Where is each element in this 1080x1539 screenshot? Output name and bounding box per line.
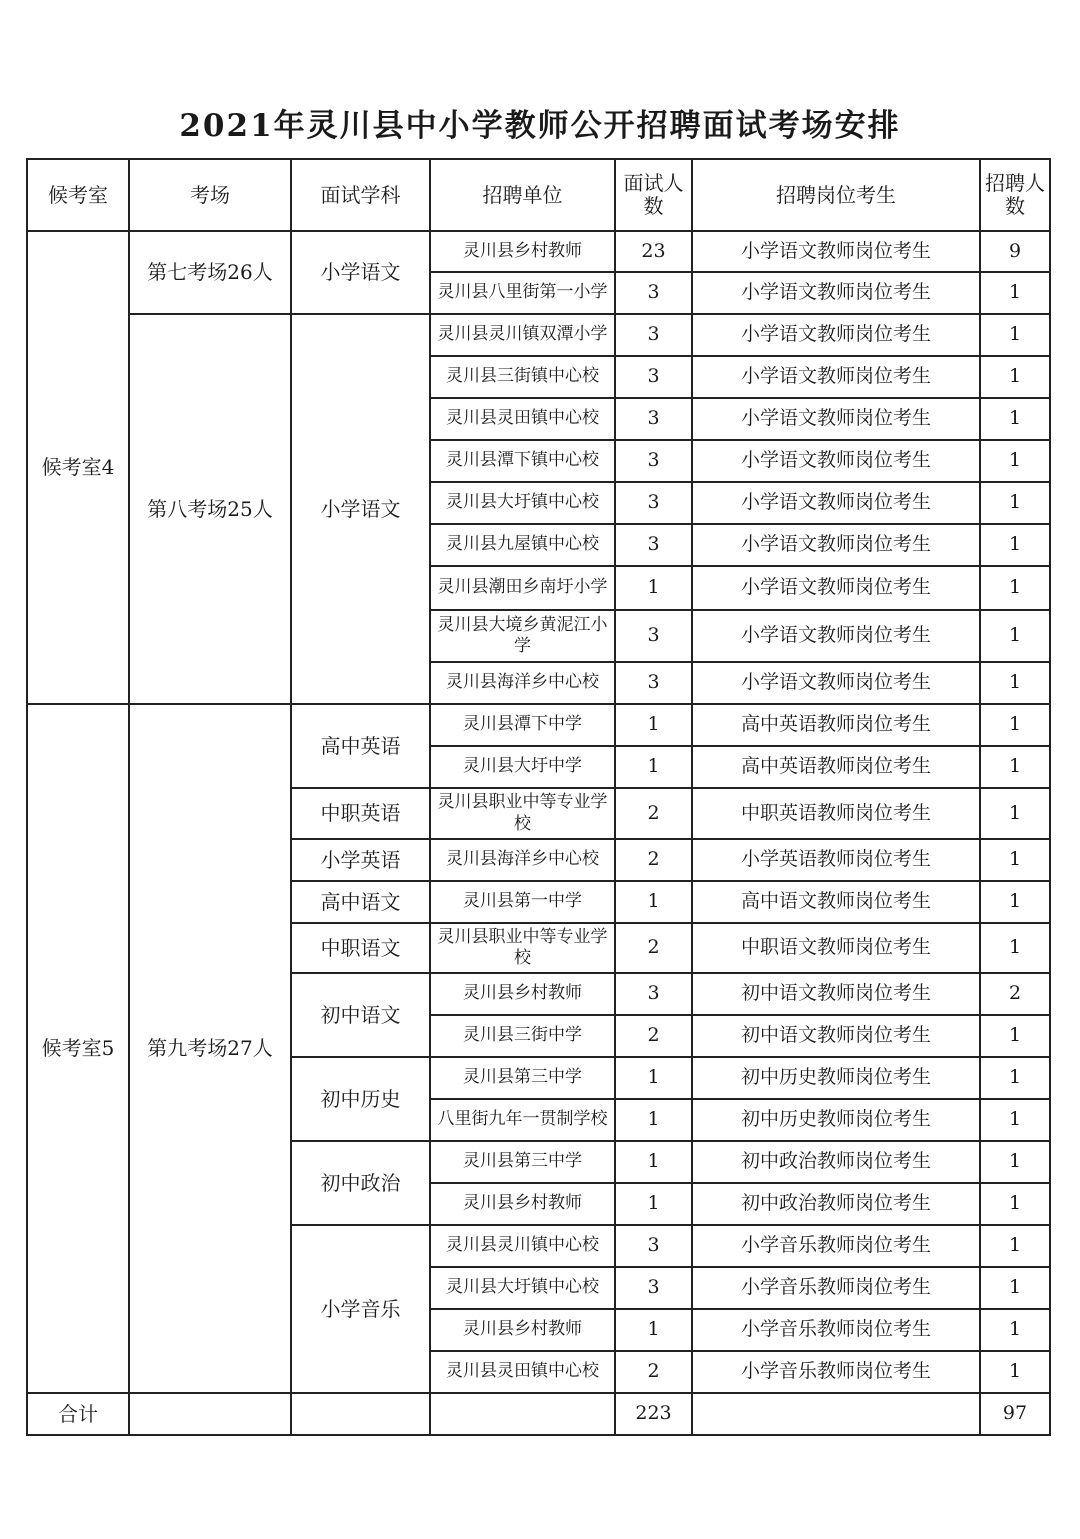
interviewees-cell: 3 [615,356,692,398]
header-row [27,159,1050,231]
schedule-table [26,158,1051,1436]
unit-cell: 灵川县第三中学 [430,1141,615,1183]
total-recruits: 97 [980,1393,1050,1435]
interviewees-cell: 1 [615,746,692,788]
header-waiting-room: 候考室 [27,159,129,231]
unit-cell: 灵川县大圩中学 [430,746,615,788]
post-cell: 高中语文教师岗位考生 [692,881,980,923]
interviewees-cell: 1 [615,1183,692,1225]
unit-cell: 灵川县三街镇中心校 [430,356,615,398]
recruits-cell: 1 [980,272,1050,314]
interviewees-cell: 3 [615,314,692,356]
post-cell: 小学语文教师岗位考生 [692,566,980,610]
waiting-room-cell: 候考室4 [27,231,129,704]
total-label: 合计 [27,1393,129,1435]
post-cell: 小学语文教师岗位考生 [692,524,980,566]
subject-cell: 初中政治 [291,1141,430,1225]
interviewees-cell: 2 [615,1351,692,1393]
unit-cell: 灵川县灵田镇中心校 [430,398,615,440]
post-cell: 小学语文教师岗位考生 [692,231,980,272]
unit-cell: 灵川县乡村教师 [430,1309,615,1351]
post-cell: 小学语文教师岗位考生 [692,662,980,704]
interviewees-cell: 2 [615,839,692,881]
unit-cell: 灵川县第一中学 [430,881,615,923]
unit-cell: 灵川县第三中学 [430,1057,615,1099]
header-unit: 招聘单位 [430,159,615,231]
recruits-cell: 1 [980,1267,1050,1309]
subject-cell: 小学英语 [291,839,430,881]
post-cell: 小学语文教师岗位考生 [692,272,980,314]
post-cell: 小学音乐教师岗位考生 [692,1225,980,1267]
post-cell: 小学语文教师岗位考生 [692,482,980,524]
post-cell: 初中历史教师岗位考生 [692,1099,980,1141]
interviewees-cell: 3 [615,662,692,704]
recruits-cell: 1 [980,314,1050,356]
unit-cell: 灵川县潭下镇中心校 [430,440,615,482]
unit-cell: 灵川县八里街第一小学 [430,272,615,314]
post-cell: 小学语文教师岗位考生 [692,610,980,662]
post-cell: 初中语文教师岗位考生 [692,1015,980,1057]
waiting-room-cell: 候考室5 [27,704,129,1393]
interviewees-cell: 3 [615,973,692,1015]
recruits-cell: 1 [980,1141,1050,1183]
subject-cell: 小学语文 [291,231,430,314]
recruits-cell: 1 [980,1015,1050,1057]
interviewees-cell: 1 [615,1057,692,1099]
unit-cell: 八里街九年一贯制学校 [430,1099,615,1141]
unit-cell: 灵川县大圩镇中心校 [430,1267,615,1309]
interviewees-cell: 1 [615,1309,692,1351]
subject-cell: 小学音乐 [291,1225,430,1393]
unit-cell: 灵川县职业中等专业学校 [430,788,615,839]
interviewees-cell: 2 [615,788,692,839]
recruits-cell: 1 [980,610,1050,662]
recruits-cell: 2 [980,973,1050,1015]
recruits-cell: 1 [980,566,1050,610]
post-cell: 中职英语教师岗位考生 [692,788,980,839]
unit-cell: 灵川县灵川镇中心校 [430,1225,615,1267]
subject-cell: 高中语文 [291,881,430,923]
subject-cell: 初中语文 [291,973,430,1057]
interviewees-cell: 3 [615,272,692,314]
recruits-cell: 1 [980,788,1050,839]
unit-cell: 灵川县乡村教师 [430,231,615,272]
unit-cell: 灵川县乡村教师 [430,1183,615,1225]
recruits-cell: 1 [980,1183,1050,1225]
recruits-cell: 9 [980,231,1050,272]
recruits-cell: 1 [980,662,1050,704]
exam-room-cell: 第八考场25人 [129,314,291,704]
unit-cell: 灵川县灵田镇中心校 [430,1351,615,1393]
unit-cell: 灵川县灵川镇双潭小学 [430,314,615,356]
post-cell: 小学音乐教师岗位考生 [692,1309,980,1351]
recruits-cell: 1 [980,746,1050,788]
subject-cell: 中职英语 [291,788,430,839]
post-cell: 初中政治教师岗位考生 [692,1141,980,1183]
interviewees-cell: 3 [615,1267,692,1309]
interviewees-cell: 3 [615,610,692,662]
post-cell: 小学语文教师岗位考生 [692,398,980,440]
interviewees-cell: 3 [615,1225,692,1267]
header-interviewees: 面试人数 [615,159,692,231]
recruits-cell: 1 [980,1099,1050,1141]
total-interviewees: 223 [615,1393,692,1435]
subject-cell: 高中英语 [291,704,430,788]
recruits-cell: 1 [980,1225,1050,1267]
unit-cell: 灵川县海洋乡中心校 [430,839,615,881]
interviewees-cell: 1 [615,881,692,923]
header-subject: 面试学科 [291,159,430,231]
interviewees-cell: 3 [615,482,692,524]
recruits-cell: 1 [980,1309,1050,1351]
header-post: 招聘岗位考生 [692,159,980,231]
interviewees-cell: 3 [615,524,692,566]
post-cell: 小学语文教师岗位考生 [692,314,980,356]
unit-cell: 灵川县九屋镇中心校 [430,524,615,566]
post-cell: 小学语文教师岗位考生 [692,440,980,482]
interviewees-cell: 1 [615,704,692,746]
recruits-cell: 1 [980,881,1050,923]
empty-cell [430,1393,615,1435]
unit-cell: 灵川县海洋乡中心校 [430,662,615,704]
interviewees-cell: 3 [615,440,692,482]
interviewees-cell: 2 [615,923,692,973]
table-row [27,314,1050,356]
recruits-cell: 1 [980,923,1050,973]
unit-cell: 灵川县潭下中学 [430,704,615,746]
unit-cell: 灵川县乡村教师 [430,973,615,1015]
interviewees-cell: 1 [615,1099,692,1141]
recruits-cell: 1 [980,704,1050,746]
table-row [27,231,1050,272]
interviewees-cell: 2 [615,1015,692,1057]
recruits-cell: 1 [980,398,1050,440]
post-cell: 初中语文教师岗位考生 [692,973,980,1015]
unit-cell: 灵川县三街中学 [430,1015,615,1057]
post-cell: 小学音乐教师岗位考生 [692,1351,980,1393]
exam-room-cell: 第九考场27人 [129,704,291,1393]
post-cell: 小学语文教师岗位考生 [692,356,980,398]
recruits-cell: 1 [980,1351,1050,1393]
post-cell: 小学音乐教师岗位考生 [692,1267,980,1309]
recruits-cell: 1 [980,524,1050,566]
post-cell: 高中英语教师岗位考生 [692,704,980,746]
recruits-cell: 1 [980,482,1050,524]
interviewees-cell: 3 [615,398,692,440]
table-row [27,704,1050,746]
empty-cell [291,1393,430,1435]
recruits-cell: 1 [980,440,1050,482]
exam-room-cell: 第七考场26人 [129,231,291,314]
unit-cell: 灵川县潮田乡南圩小学 [430,566,615,610]
recruits-cell: 1 [980,356,1050,398]
header-exam-room: 考场 [129,159,291,231]
empty-cell [692,1393,980,1435]
post-cell: 初中历史教师岗位考生 [692,1057,980,1099]
total-row [27,1393,1050,1435]
header-recruits: 招聘人数 [980,159,1050,231]
post-cell: 高中英语教师岗位考生 [692,746,980,788]
recruits-cell: 1 [980,839,1050,881]
empty-cell [129,1393,291,1435]
post-cell: 中职语文教师岗位考生 [692,923,980,973]
subject-cell: 小学语文 [291,314,430,704]
subject-cell: 中职语文 [291,923,430,973]
interviewees-cell: 1 [615,1141,692,1183]
interviewees-cell: 23 [615,231,692,272]
unit-cell: 灵川县大境乡黄泥江小学 [430,610,615,662]
unit-cell: 灵川县职业中等专业学校 [430,923,615,973]
subject-cell: 初中历史 [291,1057,430,1141]
unit-cell: 灵川县大圩镇中心校 [430,482,615,524]
post-cell: 初中政治教师岗位考生 [692,1183,980,1225]
post-cell: 小学英语教师岗位考生 [692,839,980,881]
interviewees-cell: 1 [615,566,692,610]
document-title: 2021年灵川县中小学教师公开招聘面试考场安排 [179,108,901,144]
recruits-cell: 1 [980,1057,1050,1099]
